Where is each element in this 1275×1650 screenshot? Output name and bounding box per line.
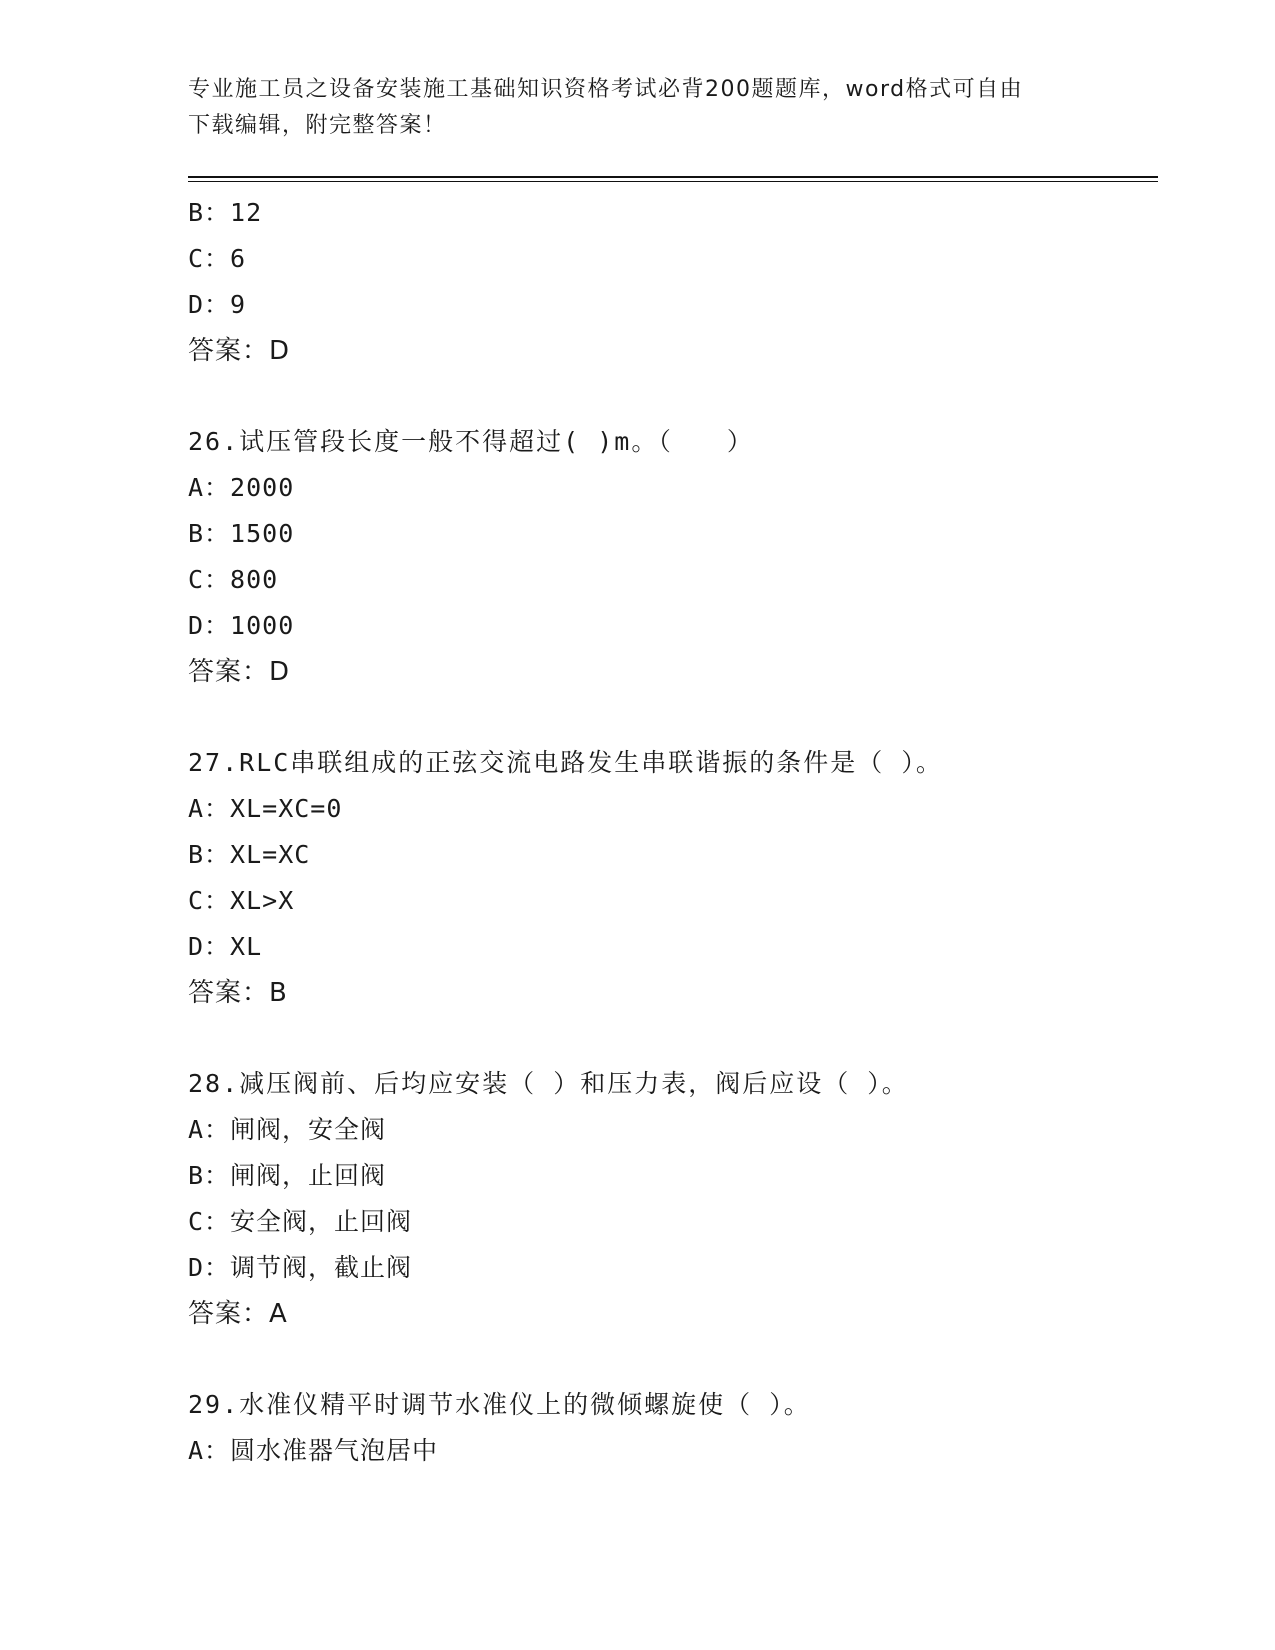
option-b: B：1500	[188, 519, 295, 548]
option-d: D：9	[188, 290, 247, 319]
answer-line: 答案：D	[188, 657, 291, 687]
option-a: A：2000	[188, 473, 295, 502]
option-a: A：圆水准器气泡居中	[188, 1436, 439, 1465]
header-title-line-1: 专业施工员之设备安装施工基础知识资格考试必背200题题库，word格式可自由	[188, 77, 1024, 102]
answer-line: 答案：A	[188, 1299, 288, 1329]
question-text: 26.试压管段长度一般不得超过( )m。（ ）	[188, 427, 754, 456]
question-text: 27.RLC串联组成的正弦交流电路发生串联谐振的条件是（ ）。	[188, 748, 943, 777]
spacer	[188, 1337, 1158, 1382]
question-block-26	[188, 419, 1158, 695]
option-b: B：闸阀，止回阀	[188, 1161, 387, 1190]
header-divider-thin	[188, 181, 1158, 182]
option-c: C：6	[188, 244, 247, 273]
question-block-25	[188, 190, 1158, 374]
question-block-28	[188, 1061, 1158, 1337]
question-text: 29.水准仪精平时调节水准仪上的微倾螺旋使（ ）。	[188, 1390, 811, 1419]
document-header	[188, 72, 1088, 144]
question-text: 28.减压阀前、后均应安装（ ）和压力表，阀后应设（ ）。	[188, 1069, 909, 1098]
option-b: B：12	[188, 198, 263, 227]
question-block-29	[188, 1382, 1158, 1474]
answer-line: 答案：D	[188, 336, 291, 366]
spacer	[188, 374, 1158, 419]
question-block-27	[188, 740, 1158, 1016]
option-b: B：XL=XC	[188, 840, 311, 869]
header-divider-thick	[188, 176, 1158, 178]
option-c: C：安全阀，止回阀	[188, 1207, 413, 1236]
answer-line: 答案：B	[188, 978, 288, 1008]
header-title-line-2: 下载编辑，附完整答案！	[188, 113, 447, 138]
option-c: C：800	[188, 565, 279, 594]
option-a: A：闸阀，安全阀	[188, 1115, 387, 1144]
option-c: C：XL>X	[188, 886, 295, 915]
option-d: D：调节阀，截止阀	[188, 1253, 413, 1282]
spacer	[188, 695, 1158, 740]
option-d: D：1000	[188, 611, 295, 640]
option-a: A：XL=XC=0	[188, 794, 343, 823]
question-list	[188, 190, 1158, 1474]
spacer	[188, 1016, 1158, 1061]
option-d: D：XL	[188, 932, 263, 961]
